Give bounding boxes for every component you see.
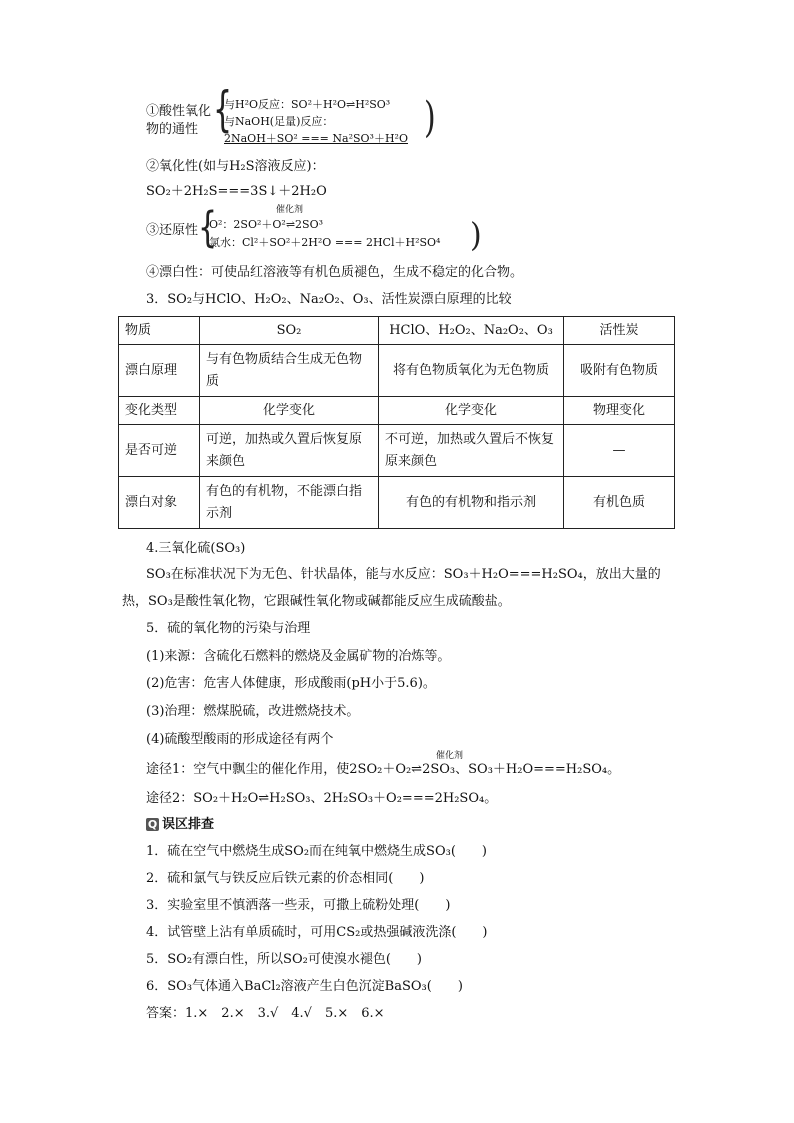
table-cell: 化学变化 <box>379 397 564 425</box>
quiz-item: 5．SO₂有漂白性，所以SO₂可使溴水褪色( ) <box>146 952 422 967</box>
table-cell: 漂白对象 <box>119 477 200 529</box>
acid-water-reaction: 与H²O反应：SO²＋H²O⇌H²SO³ <box>224 98 391 111</box>
pollution-source: (1)来源：含硫化石燃料的燃烧及金属矿物的冶炼等。 <box>146 649 451 664</box>
quiz-item: 2．硫和氯气与铁反应后铁元素的价态相同( ) <box>146 871 425 886</box>
right-paren: ) <box>424 93 436 143</box>
acid-naoh-equation: 2NaOH＋SO² === Na²SO³＋H²O <box>224 132 408 145</box>
table-header-row <box>119 317 675 345</box>
oxidation-label: ②氧化性(如与H₂S溶液反应)： <box>146 159 325 174</box>
quiz-answer: 答案：1.× 2.× 3.√ 4.√ 5.× 6.× <box>146 1006 385 1021</box>
section-3-title: 3．SO₂与HClO、H₂O₂、Na₂O₂、O₃、活性炭漂白原理的比较 <box>146 292 512 307</box>
table-cell: 将有色物质氧化为无色物质 <box>379 345 564 397</box>
table-cell: 是否可逆 <box>119 425 200 477</box>
quiz-icon: Q <box>147 818 158 831</box>
quiz-heading <box>146 816 214 834</box>
table-cell: 有色的有机物，不能漂白指示剂 <box>200 477 379 529</box>
reduction-oxygen-equation: O²：2SO²＋O²⇌2SO³ <box>209 218 323 231</box>
quiz-item: 6．SO₃气体通入BaCl₂溶液产生白色沉淀BaSO₃( ) <box>146 979 463 994</box>
table-cell: HClO、H₂O₂、Na₂O₂、O₃ <box>379 317 564 345</box>
acid-label-1: ①酸性氧化 <box>146 104 212 119</box>
table-row <box>119 477 675 529</box>
table-cell: 物质 <box>119 317 200 345</box>
pollution-harm: (2)危害：危害人体健康，形成酸雨(pH小于5.6)。 <box>146 676 436 691</box>
bleaching-property: ④漂白性：可使品红溶液等有机色质褪色，生成不稳定的化合物。 <box>146 265 524 280</box>
table-row <box>119 397 675 425</box>
table-cell: 可逆，加热或久置后恢复原来颜色 <box>200 425 379 477</box>
table-cell: 物理变化 <box>564 397 675 425</box>
oxidation-equation: SO₂＋2H₂S===3S↓＋2H₂O <box>146 184 327 199</box>
acid-label-2: 物的通性 <box>146 122 199 137</box>
right-paren: ) <box>470 216 482 255</box>
pollution-treatment: (3)治理：燃煤脱硫，改进燃烧技术。 <box>146 704 360 719</box>
comparison-table <box>118 316 675 529</box>
table-cell: 化学变化 <box>200 397 379 425</box>
acid-rain-path-2: 途径2：SO₂＋H₂O⇌H₂SO₃、2H₂SO₃＋O₂===2H₂SO₄。 <box>146 791 498 806</box>
table-cell: — <box>564 425 675 477</box>
table-cell: 活性炭 <box>564 317 675 345</box>
table-cell: SO₂ <box>200 317 379 345</box>
acid-rain-formation: (4)硫酸型酸雨的形成途径有两个 <box>146 732 334 747</box>
reduction-label: ③还原性 <box>146 223 199 238</box>
table-cell: 有机色质 <box>564 477 675 529</box>
table-cell: 吸附有色物质 <box>564 345 675 397</box>
left-brace: { <box>213 82 233 139</box>
acid-naoh-label: 与NaOH(足量)反应： <box>224 115 334 128</box>
quiz-item: 1．硫在空气中燃烧生成SO₂而在纯氧中燃烧生成SO₃( ) <box>146 844 487 859</box>
quiz-item: 3．实验室里不慎洒落一些汞，可撒上硫粉处理( ) <box>146 898 451 913</box>
reduction-chlorine-equation: 氯水：Cl²＋SO²＋2H²O === 2HCl＋H²SO⁴ <box>209 236 441 249</box>
quiz-heading-text: 误区排查 <box>162 817 215 832</box>
quiz-item: 4．试管壁上沾有单质硫时，可用CS₂或热强碱液洗涤( ) <box>146 925 488 940</box>
section-4-title: 4.三氧化硫(SO₃) <box>146 541 246 556</box>
catalyst-label: 催化剂 <box>276 205 304 215</box>
section-4-line-1: SO₃在标准状况下为无色、针状晶体，能与水反应：SO₃＋H₂O===H₂SO₄，放出大量的 <box>146 567 661 582</box>
table-row <box>119 345 675 397</box>
section-4-line-2: 热，SO₃是酸性氧化物，它跟碱性氧化物或碱都能反应生成硫酸盐。 <box>122 594 511 609</box>
table-row <box>119 425 675 477</box>
acid-rain-path-1: 途径1：空气中飘尘的催化作用，使2SO₂＋O₂⇌2SO₃、SO₃＋H₂O===H₂SO₄。 <box>146 762 621 777</box>
table-cell: 不可逆，加热或久置后不恢复原来颜色 <box>379 425 564 477</box>
table-cell: 漂白原理 <box>119 345 200 397</box>
table-cell: 有色的有机物和指示剂 <box>379 477 564 529</box>
catalyst-label: 催化剂 <box>436 751 464 761</box>
left-brace: { <box>198 203 218 253</box>
table-cell: 变化类型 <box>119 397 200 425</box>
section-5-title: 5．硫的氧化物的污染与治理 <box>146 621 311 636</box>
table-cell: 与有色物质结合生成无色物质 <box>200 345 379 397</box>
